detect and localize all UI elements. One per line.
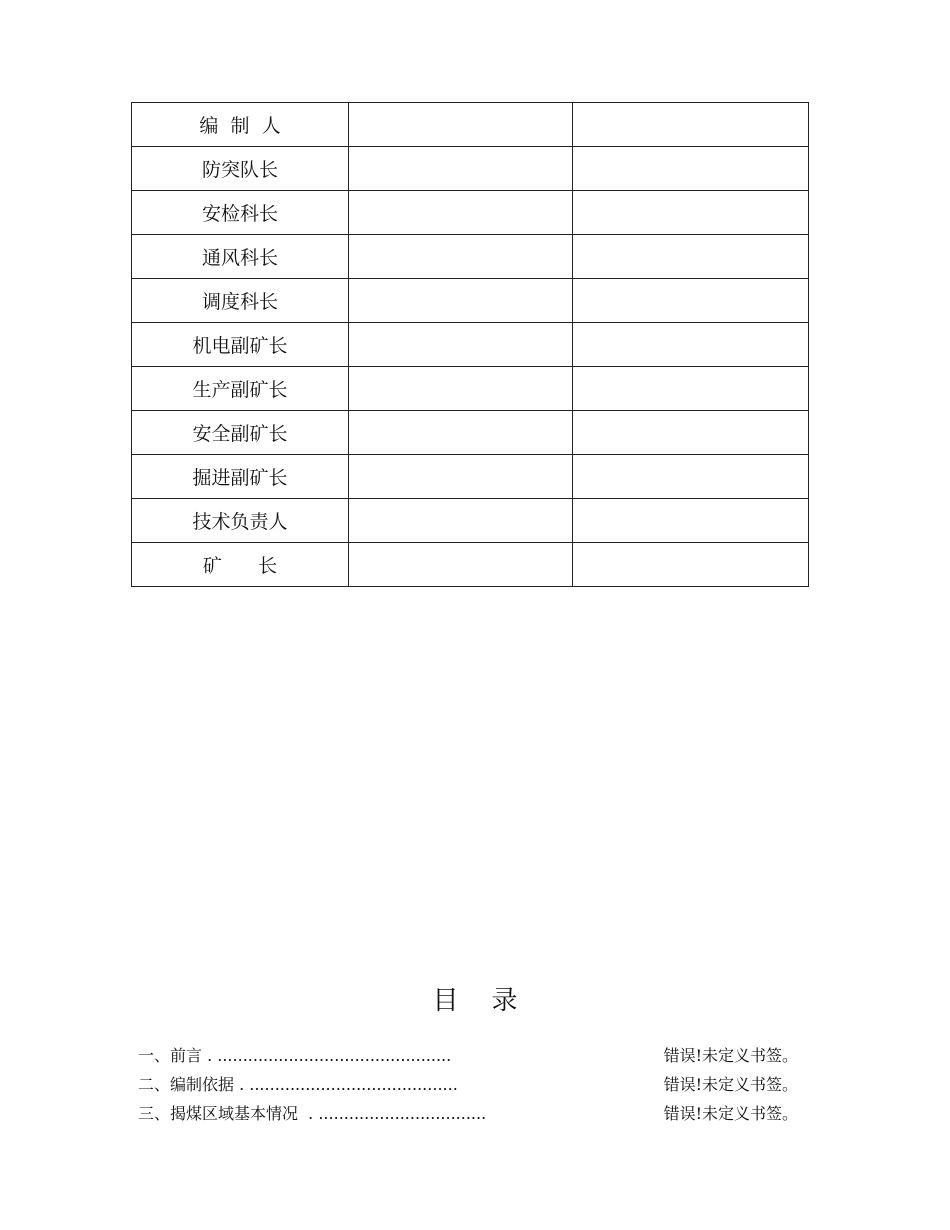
table-row bbox=[132, 191, 809, 235]
date-cell[interactable] bbox=[573, 191, 809, 235]
signature-cell[interactable] bbox=[349, 279, 573, 323]
signature-cell[interactable] bbox=[349, 147, 573, 191]
date-cell[interactable] bbox=[573, 103, 809, 147]
signature-cell[interactable] bbox=[349, 323, 573, 367]
date-cell[interactable] bbox=[573, 147, 809, 191]
date-cell[interactable] bbox=[573, 323, 809, 367]
toc-entry[interactable] bbox=[138, 1044, 798, 1068]
signature-cell[interactable] bbox=[349, 411, 573, 455]
table-row bbox=[132, 147, 809, 191]
date-cell[interactable] bbox=[573, 455, 809, 499]
toc-entry-page: 错误!未定义书签。 bbox=[663, 1075, 798, 1094]
signature-cell[interactable] bbox=[349, 103, 573, 147]
toc-entry[interactable] bbox=[138, 1102, 798, 1126]
toc-entry-page: 错误!未定义书签。 bbox=[663, 1046, 798, 1065]
table-row bbox=[132, 103, 809, 147]
signoff-table bbox=[131, 102, 809, 587]
table-row bbox=[132, 235, 809, 279]
signature-cell[interactable] bbox=[349, 543, 573, 587]
role-cell: 技术负责人 bbox=[132, 499, 349, 543]
signature-cell[interactable] bbox=[349, 499, 573, 543]
table-row bbox=[132, 543, 809, 587]
role-cell: 编 制 人 bbox=[132, 103, 349, 147]
signature-cell[interactable] bbox=[349, 235, 573, 279]
table-row bbox=[132, 323, 809, 367]
toc-title: 目 录 bbox=[432, 986, 518, 1016]
table-row bbox=[132, 411, 809, 455]
toc-entry-text[interactable]: 二、编制依据 . ......................................... bbox=[138, 1075, 458, 1094]
role-cell: 安检科长 bbox=[132, 191, 349, 235]
table-row bbox=[132, 279, 809, 323]
role-cell: 通风科长 bbox=[132, 235, 349, 279]
date-cell[interactable] bbox=[573, 411, 809, 455]
role-cell: 生产副矿长 bbox=[132, 367, 349, 411]
date-cell[interactable] bbox=[573, 367, 809, 411]
signature-cell[interactable] bbox=[349, 367, 573, 411]
role-cell: 防突队长 bbox=[132, 147, 349, 191]
toc-entry[interactable] bbox=[138, 1073, 798, 1097]
date-cell[interactable] bbox=[573, 543, 809, 587]
toc-entry-text[interactable]: 三、揭煤区域基本情况 . ................................. bbox=[138, 1104, 487, 1123]
date-cell[interactable] bbox=[573, 279, 809, 323]
toc-entry-page: 错误!未定义书签。 bbox=[663, 1104, 798, 1123]
role-cell: 调度科长 bbox=[132, 279, 349, 323]
role-cell: 机电副矿长 bbox=[132, 323, 349, 367]
date-cell[interactable] bbox=[573, 235, 809, 279]
signature-cell[interactable] bbox=[349, 455, 573, 499]
table-row bbox=[132, 367, 809, 411]
role-cell: 矿 长 bbox=[132, 543, 349, 587]
role-cell: 掘进副矿长 bbox=[132, 455, 349, 499]
table-row bbox=[132, 499, 809, 543]
toc-entry-text[interactable]: 一、前言 . .............................................. bbox=[138, 1046, 452, 1065]
signature-cell[interactable] bbox=[349, 191, 573, 235]
role-cell: 安全副矿长 bbox=[132, 411, 349, 455]
date-cell[interactable] bbox=[573, 499, 809, 543]
table-row bbox=[132, 455, 809, 499]
